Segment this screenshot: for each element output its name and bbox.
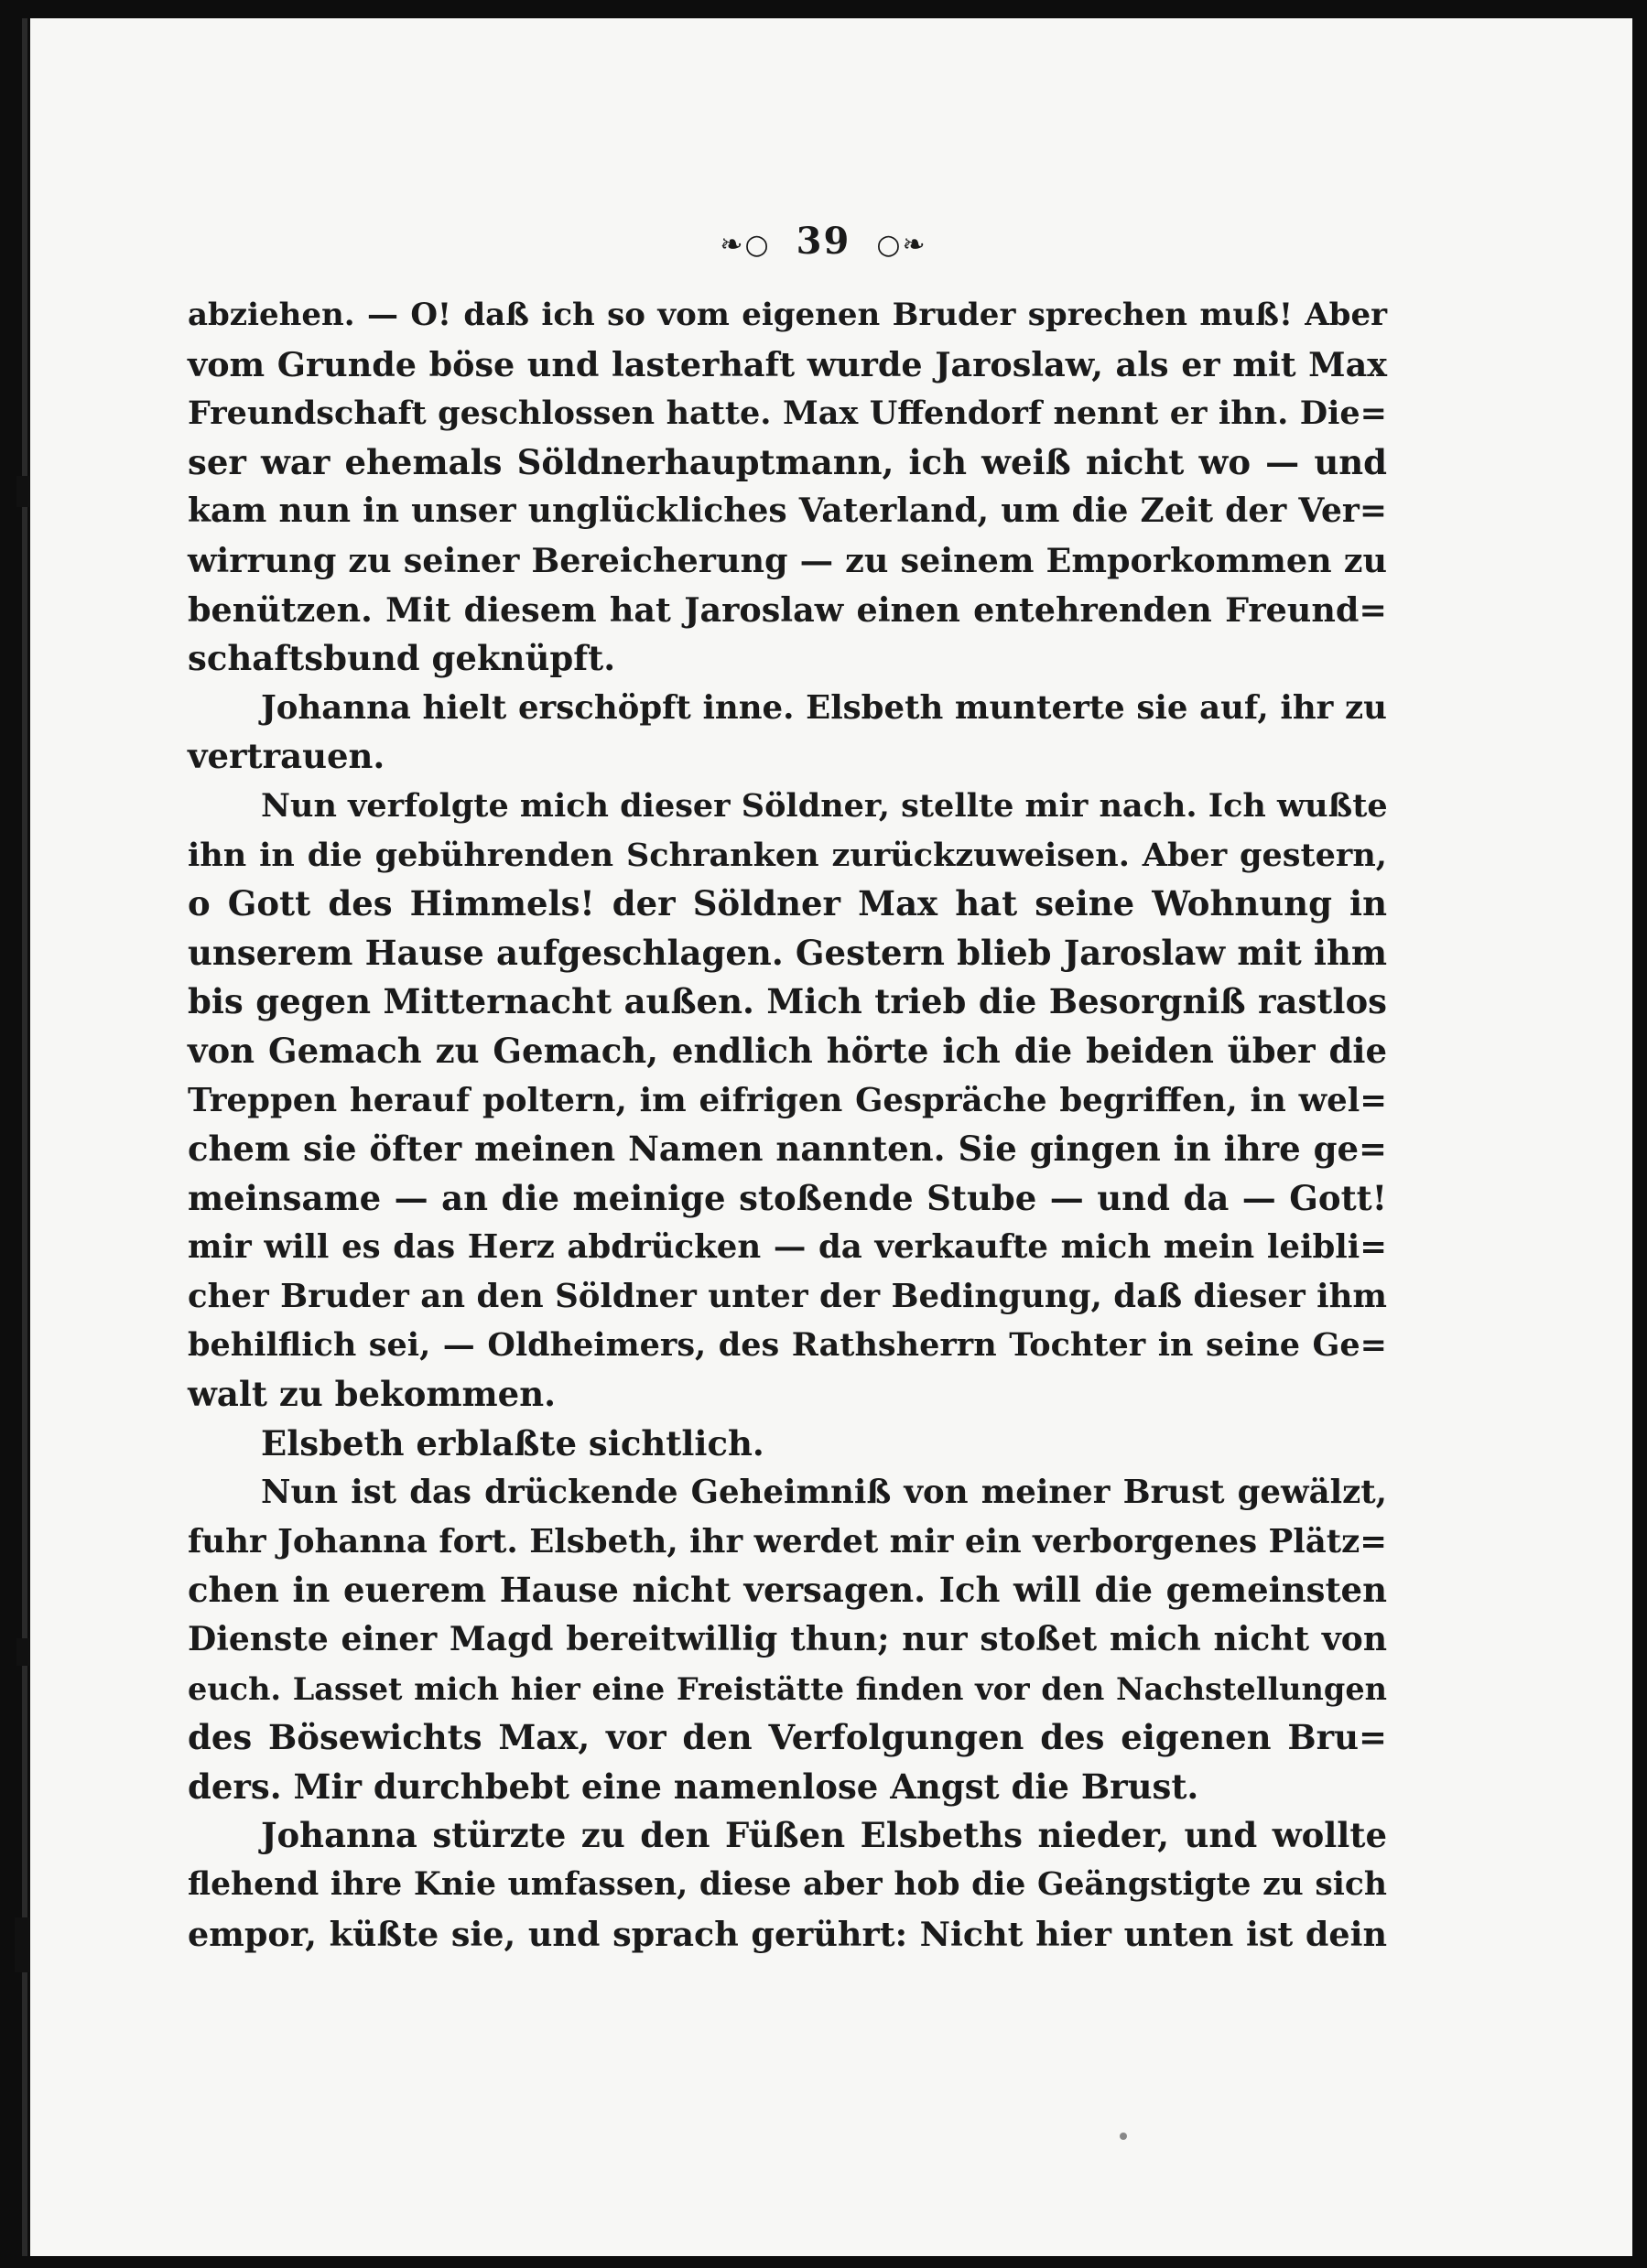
text-line: chen in euerem Hause nicht versagen. Ich will die gemeinsten [188,1570,1387,1611]
text-line: meinsame — an die meinige stoßende Stube — und da — Gott! [188,1177,1387,1218]
text-line: chem sie öfter meinen Namen nannten. Sie gingen in ihre ge= [188,1129,1387,1170]
ornament-left-icon: ❧○ [720,228,771,261]
binding-thread-mark [16,476,29,507]
text-line: Johanna hielt erschöpft inne. Elsbeth munterte sie auf, ihr zu [261,688,1387,727]
text-line: kam nun in unser unglückliches Vaterland, um die Zeit der Ver= [188,491,1387,531]
binding-thread-mark [16,1638,29,1666]
page-header [0,220,1647,263]
text-line: benützen. Mit diesem hat Jaroslaw einen entehrenden Freund= [188,589,1387,630]
text-line: bis gegen Mitternacht außen. Mich trieb die Besorgniß rastlos [188,981,1387,1022]
text-line: vom Grunde böse und lasterhaft wurde Jaroslaw, als er mit Max [188,344,1387,384]
text-line: von Gemach zu Gemach, endlich hörte ich die beiden über die [188,1030,1387,1071]
text-line: Johanna stürzte zu den Füßen Elsbeths nieder, und wollte [261,1815,1387,1856]
text-line: vertrauen. [188,736,385,777]
text-line: fuhr Johanna fort. Elsbeth, ihr werdet mir ein verborgenes Plätz= [188,1522,1387,1561]
text-line: Freundschaft geschlossen hatte. Max Uffendorf nennt er ihn. Die= [188,394,1387,433]
text-line: flehend ihre Knie umfassen, diese aber hob die Geängstigte zu sich [188,1866,1387,1903]
text-line: empor, küßte sie, und sprach gerührt: Nicht hier unten ist dein [188,1914,1387,1954]
text-line: abziehen. — O! daß ich so vom eigenen Bruder sprechen muß! Aber [188,297,1387,333]
text-line: Nun ist das drückende Geheimniß von meiner Brust gewälzt, [261,1474,1387,1512]
binding-thread-mark [15,1917,29,1972]
text-line: ser war ehemals Söldnerhauptmann, ich weiß nicht wo — und [188,441,1387,482]
text-line: mir will es das Herz abdrücken — da verkaufte mich mein leibli= [188,1228,1387,1267]
body-text [188,291,1387,1959]
text-line: cher Bruder an den Söldner unter der Bedingung, daß dieser ihm [188,1277,1387,1315]
ornament-right-icon: ○❧ [876,228,927,261]
text-line: wirrung zu seiner Bereicherung — zu seinem Emporkommen zu [188,540,1387,580]
text-line: Dienste einer Magd bereitwillig thun; nur stoßet mich nicht von [188,1620,1387,1659]
text-line: o Gott des Himmels! der Söldner Max hat seine Wohnung in [188,883,1387,924]
text-line: schaftsbund geknüpft. [188,638,616,679]
text-line: walt zu bekommen. [188,1374,556,1415]
text-line: ders. Mir durchbebt eine namenlose Angst die Brust. [188,1766,1199,1807]
text-line: behilflich sei, — Oldheimers, des Rathsherrn Tochter in seine Ge= [188,1326,1387,1365]
paper-speck [1120,2133,1127,2140]
text-line: euch. Lasset mich hier eine Freistätte finden vor den Nachstellungen [188,1670,1387,1707]
text-line: Treppen herauf poltern, im eifrigen Gespräche begriffen, in wel= [188,1081,1387,1119]
text-line: ihn in die gebührenden Schranken zurückzuweisen. Aber gestern, [188,836,1387,874]
text-line: Nun verfolgte mich dieser Söldner, stellte mir nach. Ich wußte [261,786,1388,825]
text-line: unserem Hause aufgeschlagen. Gestern blieb Jaroslaw mit ihm [188,932,1387,973]
page-number: 39 [796,220,851,263]
text-line: des Bösewichts Max, vor den Verfolgungen des eigenen Bru= [188,1717,1387,1758]
text-line: Elsbeth erblaßte sichtlich. [261,1422,764,1463]
